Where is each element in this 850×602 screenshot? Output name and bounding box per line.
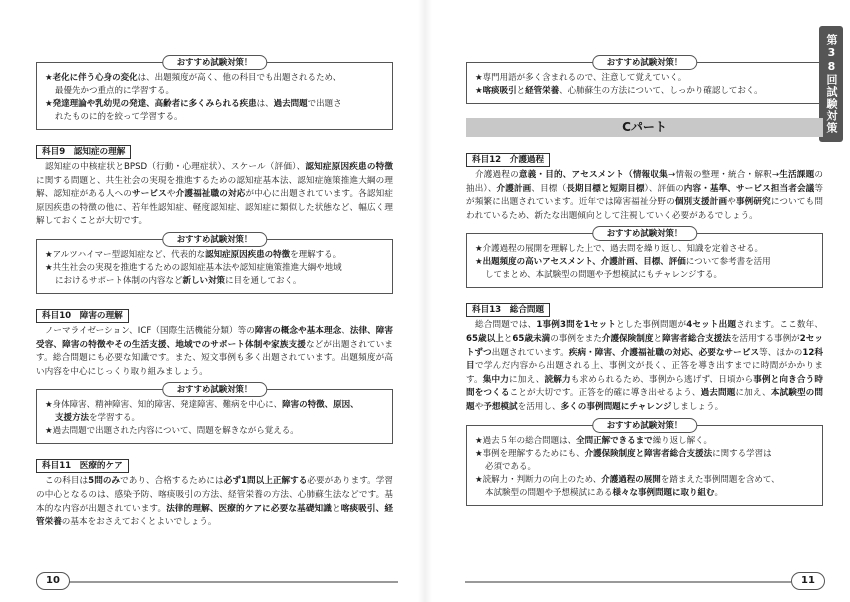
box-line: してまとめ、本試験型の問題や予想模試にもチャレンジする。 [485, 270, 722, 281]
footer-rule [66, 581, 398, 583]
right-column [466, 52, 823, 515]
recommendation-box-1 [36, 57, 393, 130]
subject-9-text: 認知症の中核症状とBPSD（行動・心理症状）、スケール（評価）、認知症原因疾患の特徴に関する問題と、共生社会の実現を推進するための認知症基本法、認知症施策推進大綱の理解、認知症がある人へのサービスや介護福祉職の対応が中心に出題されています。各認知症原因疾患の特徴の他に、若年性認知症、軽度認知症、認知症に類似した状態など、幅広く理解しておくことが大切です。 [36, 162, 393, 227]
subject-13-text: 総合問題では、1事例3問を1セットとした事例問題が4セット出題されます。ここ数年、65歳以上と65歳未満の事例をまた介護保険制度と障害者総合支援法を活用する事例が2セットずつ出題されています。疾病・障害、介護福祉職の対応、必要なサービス等、ほかの12科目で学んだ内容から出題される上、事例文が長く、正答を導き出すまでに時間がかかります。集中力に加え、読解力も求められるため、事例から逃げず、日頃から事例と向き合う時間をつくることが大切です。正答を的確に導き出せるよう、過去問題に加え、本試験型の問題や予想模試を活用し、多くの事例問題にチャレンジしましょう。 [466, 320, 823, 412]
box-line: ★喀痰吸引と経管栄養、心肺蘇生の方法について、しっかり確認しておく。 [475, 86, 763, 96]
box-line: ★発達理論や乳幼児の発達、高齢者に多くみられる疾患は、過去問題で出題さ [45, 99, 342, 109]
box-line: ★過去問題で出題された内容について、問題を解きながら覚える。 [45, 426, 299, 437]
footer-rule [465, 581, 791, 583]
chapter-side-tab: 第38回試験対策 [819, 26, 843, 142]
recommendation-box-3 [36, 384, 393, 444]
box-line: 支援方法を学習する。 [55, 413, 141, 424]
box-line: ★老化に伴う心身の変化は、出題頻度が高く、他の科目でも出題されるため、 [45, 73, 342, 83]
left-column [36, 52, 393, 530]
box-line: ★アルツハイマー型認知症など、代表的な認知症原因疾患の特徴を理解する。 [45, 249, 342, 260]
box-title: おすすめ試験対策！ [592, 55, 697, 70]
part-c-heading: Cパート [466, 118, 823, 137]
right-page [425, 0, 850, 602]
box-line: ★専門用語が多く含まれるので、注意して覚えていく。 [475, 73, 687, 83]
box-line: ★出題頻度の高いアセスメント、介護計画、目標、評価について参考書を活用 [475, 257, 771, 268]
subject-11-heading: 科目11 医療的ケア [36, 459, 129, 473]
box-line: ★事例を理解するためにも、介護保険制度と障害者総合支援法に関する学習は [475, 448, 772, 459]
subject-10-text: ノーマライゼーション、ICF（国際生活機能分類）等の障害の概念や基本理念、法律、障害受容、障害の特徴やその生活支援、地域でのサポート体制や家族支援などが出題されています。総合問題にも必要な知識です。また、短文事例も多く出題されています。出題頻度が高い内容を中心にじっくり取り組みましょう。 [36, 325, 393, 377]
box-line: 本試験型の問題や予想模試にある様々な事例問題に取り組む。 [485, 487, 724, 498]
recommendation-box-4 [466, 57, 823, 104]
box-title: おすすめ試験対策！ [162, 382, 267, 397]
recommendation-box-5 [466, 228, 823, 288]
box-line: ★共生社会の実現を推進するための認知症基本法や認知症施策推進大綱や地域 [45, 262, 342, 273]
box-title: おすすめ試験対策！ [162, 232, 267, 247]
subject-11-text: この科目は5問のみであり、合格するためには必ず1問以上正解する必要があります。学習の中心となるのは、感染予防、喀痰吸引の方法、経管栄養の方法、心肺蘇生法などです。基本的な内容が出題されています。法律的理解、医療的ケアに必要な基礎知識と喀痰吸引、経管栄養の基本をおさえておくとよいでしょう。 [36, 476, 394, 528]
box-line: 必須である。 [485, 461, 537, 472]
box-line: ★読解力・判断力の向上のため、介護過程の展開を踏まえた事例問題を含めて、 [475, 474, 780, 485]
box-line: におけるサポート体制の内容など新しい対策に目を通しておく。 [55, 275, 302, 286]
box-line: ★介護過程の展開を理解した上で、過去問を繰り返し、知識を定着させる。 [475, 244, 763, 255]
recommendation-box-2 [36, 233, 393, 294]
box-line: れたものに的を絞って学習する。 [55, 112, 183, 122]
page-number: 10 [36, 572, 70, 590]
subject-12-heading: 科目12 介護過程 [466, 153, 550, 167]
box-title: おすすめ試験対策！ [592, 226, 697, 241]
subject-13-heading: 科目13 総合問題 [466, 303, 550, 317]
box-line: ★身体障害、精神障害、知的障害、発達障害、難病を中心に、障害の特徴、原因、 [45, 400, 359, 411]
page-number: 11 [791, 572, 825, 590]
box-title: おすすめ試験対策！ [592, 418, 697, 433]
box-line: ★過去５年の総合問題は、全問正解できるまで繰り返し解く。 [475, 435, 712, 446]
recommendation-box-6 [466, 419, 823, 506]
subject-12-text: 介護過程の意義・目的、アセスメント（情報収集→情報の整理・統合・解釈→生活課題の抽出）、介護計画、目標（長期目標と短期目標）、評価の内容・基準、サービス担当者会議等が頻繁に出題されています。近年では障害福祉分野の個別支援計画や事例研究についても問われているため、新たな出題傾向として注視していく必要があるでしょう。 [466, 170, 823, 221]
subject-9-heading: 科目9 認知症の理解 [36, 145, 131, 159]
box-line: 最優先かつ重点的に学習する。 [55, 86, 175, 96]
subject-10-heading: 科目10 障害の理解 [36, 309, 129, 323]
box-title: おすすめ試験対策！ [162, 55, 267, 70]
